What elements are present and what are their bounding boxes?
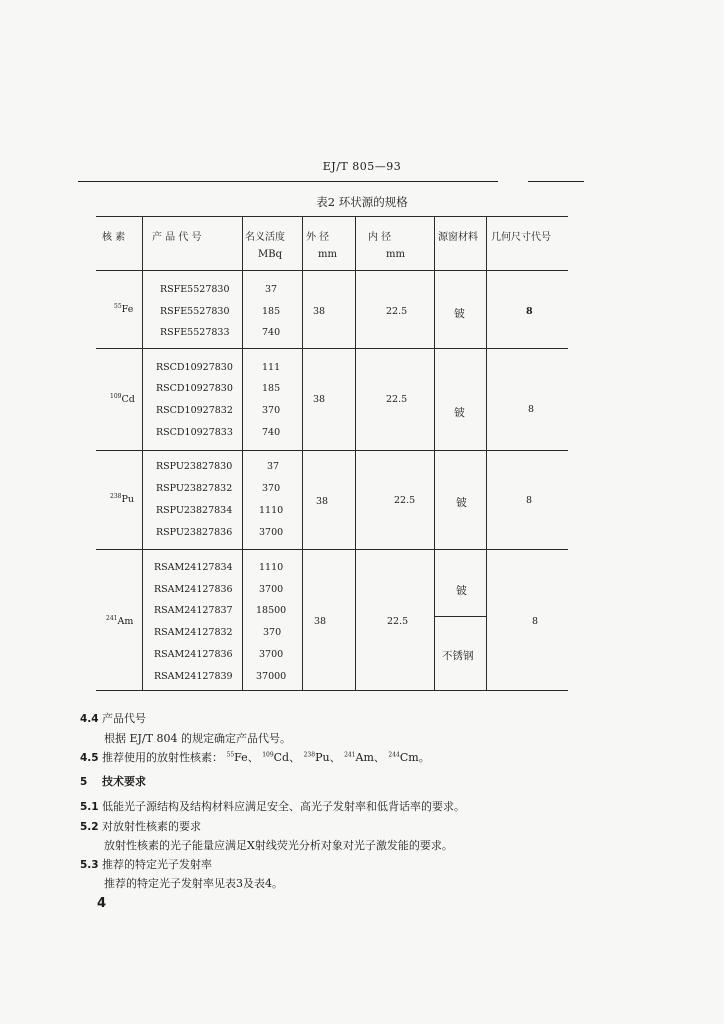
activity-value: 37000 [256, 671, 287, 682]
activity-value: 3700 [259, 584, 284, 595]
section-5-3: 5.3 推荐的特定光子发射率 [80, 858, 212, 871]
header-activity-unit: MBq [258, 249, 282, 260]
table-bottom-border [96, 690, 568, 691]
header-geometry: 几何尺寸代号 [491, 232, 551, 243]
window-material: 铍 [456, 584, 467, 597]
section-4-5: 4.5 推荐使用的放射性核素： $^{55}$Fe、 $^{109}$Cd、 $^{238}$Pu、 $^{241}$Am、 $^{244}$Cm。 [80, 751, 430, 764]
header-code: 产 品 代 号 [152, 232, 202, 243]
product-code: RSAM24127834 [154, 562, 233, 573]
geometry-code: 8 [526, 495, 533, 506]
outer-diameter: 38 [316, 496, 329, 507]
nuclide-item: $^{244}$Cm [388, 751, 419, 764]
activity-value: 740 [262, 327, 281, 338]
nuclide-label: $^{241}$Am [106, 614, 134, 627]
header-rule [78, 181, 498, 182]
product-code: RSCD10927830 [156, 383, 233, 394]
section-4-4: 4.4 产品代号 [80, 712, 146, 725]
nuclide-item: $^{241}$Am [344, 751, 374, 764]
nuclide-label: $^{109}$Cd [110, 392, 135, 405]
section-5-2-body: 放射性核素的光子能量应满足X射线荧光分析对象对光子激发能的要求。 [104, 839, 453, 852]
header-window: 源窗材料 [438, 232, 478, 243]
product-code: RSFE5527833 [160, 327, 230, 338]
activity-value: 3700 [259, 649, 284, 660]
section-5-1: 5.1 低能光子源结构及结构材料应满足安全、高光子发射率和低背话率的要求。 [80, 800, 465, 813]
activity-value: 370 [262, 483, 281, 494]
outer-diameter: 38 [313, 394, 326, 405]
table-group-divider [96, 450, 568, 451]
col-divider [242, 216, 243, 690]
header-rule-short [528, 181, 584, 182]
product-code: RSCD10927832 [156, 405, 233, 416]
activity-value: 185 [262, 383, 281, 394]
col-divider [486, 216, 487, 690]
nuclide-item: $^{238}$Pu [303, 751, 330, 764]
activity-value: 18500 [256, 605, 287, 616]
table-group-divider [96, 348, 568, 349]
outer-diameter: 38 [313, 306, 326, 317]
table-caption: 表2 环状源的规格 [316, 195, 408, 209]
nuclide-item: $^{55}$Fe [226, 751, 248, 764]
product-code: RSAM24127839 [154, 671, 233, 682]
product-code: RSPU23827832 [156, 483, 233, 494]
nuclide-label: $^{238}$Pu [110, 492, 134, 505]
inner-diameter: 22.5 [386, 394, 408, 405]
col-divider [142, 216, 143, 690]
header-inner-unit: mm [386, 249, 405, 260]
window-material: 铍 [456, 496, 467, 509]
header-nuclide: 核 素 [102, 232, 126, 243]
header-activity: 名义活度 [245, 232, 285, 243]
product-code: RSAM24127836 [154, 649, 233, 660]
activity-value: 185 [262, 306, 281, 317]
header-outer-unit: mm [318, 249, 337, 260]
product-code: RSFE5527830 [160, 284, 230, 295]
doc-code-header: EJ/T 805—93 [322, 160, 402, 173]
product-code: RSPU23827836 [156, 527, 233, 538]
product-code: RSPU23827834 [156, 505, 233, 516]
header-inner: 内 径 [368, 232, 392, 243]
geometry-code: 8 [528, 404, 535, 415]
activity-value: 370 [263, 627, 282, 638]
table-top-border [96, 216, 568, 217]
spec-table [96, 216, 568, 690]
table-group-divider [96, 549, 568, 550]
window-material-alt: 不锈钢 [442, 650, 474, 662]
product-code: RSAM24127837 [154, 605, 233, 616]
page-number: 4 [97, 896, 107, 911]
window-material: 铍 [454, 307, 465, 320]
product-code: RSAM24127836 [154, 584, 233, 595]
section-5-3-body: 推荐的特定光子发射率见表3及表4。 [104, 877, 283, 890]
product-code: RSCD10927833 [156, 427, 233, 438]
window-split-line [434, 616, 486, 617]
inner-diameter: 22.5 [394, 495, 416, 506]
activity-value: 370 [262, 405, 281, 416]
product-code: RSFE5527830 [160, 306, 230, 317]
nuclide-label: $^{55}$Fe [114, 302, 134, 315]
product-code: RSAM24127832 [154, 627, 233, 638]
section-4-4-body: 根据 EJ/T 804 的规定确定产品代号。 [104, 732, 291, 745]
section-5-heading: 5 技术要求 [80, 775, 146, 788]
outer-diameter: 38 [314, 616, 327, 627]
product-code: RSPU23827830 [156, 461, 233, 472]
geometry-code: 8 [532, 616, 539, 627]
activity-value: 1110 [259, 505, 284, 516]
inner-diameter: 22.5 [387, 616, 409, 627]
section-5-2: 5.2 对放射性核素的要求 [80, 820, 201, 833]
activity-value: 37 [265, 284, 278, 295]
col-divider [302, 216, 303, 690]
inner-diameter: 22.5 [386, 306, 408, 317]
activity-value: 111 [262, 362, 281, 373]
window-material: 铍 [454, 406, 465, 419]
col-divider [434, 216, 435, 690]
nuclide-item: $^{109}$Cd [262, 751, 290, 764]
geometry-code: 8 [526, 306, 533, 317]
header-outer: 外 径 [306, 232, 330, 243]
col-divider [355, 216, 356, 690]
activity-value: 740 [262, 427, 281, 438]
table-header-border [96, 270, 568, 271]
activity-value: 3700 [259, 527, 284, 538]
activity-value: 37 [267, 461, 280, 472]
product-code: RSCD10927830 [156, 362, 233, 373]
activity-value: 1110 [259, 562, 284, 573]
